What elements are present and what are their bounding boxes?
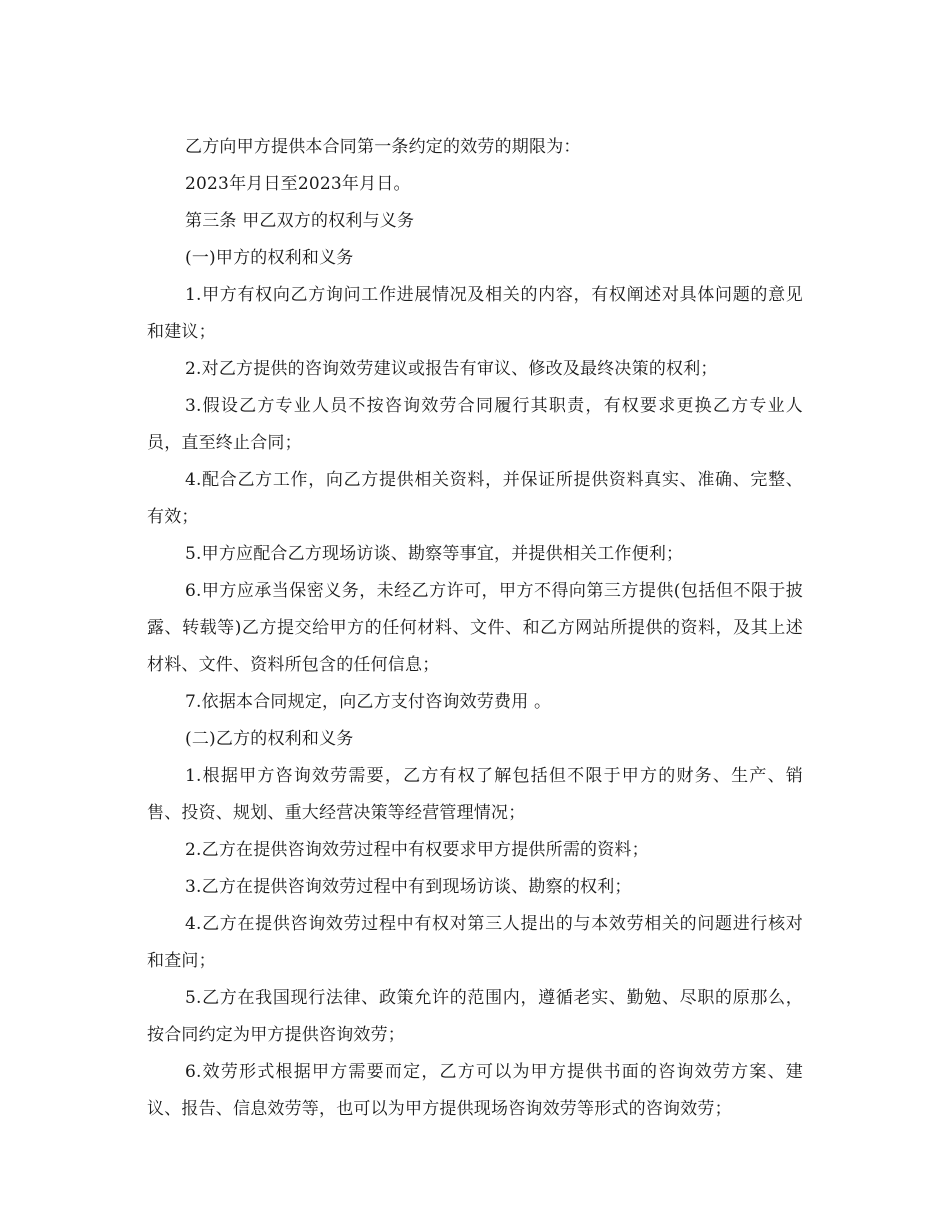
subsection-heading-party-b: (二)乙方的权利和义务	[185, 729, 354, 749]
party-b-clause-3: 3.乙方在提供咨询效劳过程中有到现场访谈、勘察的权利；	[185, 877, 632, 897]
party-b-clause-1: 1.根据甲方咨询效劳需要，乙方有权了解包括但不限于甲方的财务、生产、销售、投资、规划、重大经营决策等经营管理情况；	[147, 766, 803, 823]
party-b-clause-6: 6.效劳形式根据甲方需要而定，乙方可以为甲方提供书面的咨询效劳方案、建议、报告、信息效劳等，也可以为甲方提供现场咨询效劳等形式的咨询效劳；	[147, 1062, 803, 1119]
party-a-clause-6: 6.甲方应承当保密义务，未经乙方许可，甲方不得向第三方提供(包括但不限于披露、转载等)乙方提交给甲方的任何材料、文件、和乙方网站所提供的资料，及其上述材料、文件、资料所包含的任何信息；	[147, 581, 803, 675]
section-heading-article-3: 第三条 甲乙双方的权利与义务	[185, 211, 415, 231]
party-a-clause-7: 7.依据本合同规定，向乙方支付咨询效劳费用 。	[185, 692, 552, 712]
party-b-clause-4: 4.乙方在提供咨询效劳过程中有权对第三人提出的与本效劳相关的问题进行核对和查问；	[147, 914, 803, 971]
paragraph-service-period-dates: 2023年月日至2023年月日。	[185, 174, 411, 194]
party-b-clause-2: 2.乙方在提供咨询效劳过程中有权要求甲方提供所需的资料；	[185, 840, 649, 860]
party-a-clause-5: 5.甲方应配合乙方现场访谈、勘察等事宜，并提供相关工作便利；	[185, 544, 684, 564]
party-b-clause-5: 5.乙方在我国现行法律、政策允许的范围内，遵循老实、勤勉、尽职的原那么，按合同约定为甲方提供咨询效劳；	[147, 988, 803, 1045]
party-a-clause-1: 1.甲方有权向乙方询问工作进展情况及相关的内容，有权阐述对具体问题的意见和建议；	[147, 285, 803, 342]
subsection-heading-party-a: (一)甲方的权利和义务	[185, 248, 354, 268]
party-a-clause-4: 4.配合乙方工作，向乙方提供相关资料，并保证所提供资料真实、准确、完整、有效；	[147, 470, 803, 527]
document-body	[147, 129, 803, 1128]
party-a-clause-2: 2.对乙方提供的咨询效劳建议或报告有审议、修改及最终决策的权利；	[185, 359, 718, 379]
party-a-clause-3: 3.假设乙方专业人员不按咨询效劳合同履行其职责，有权要求更换乙方专业人员，直至终止合同；	[147, 396, 803, 453]
paragraph-service-period-intro: 乙方向甲方提供本合同第一条约定的效劳的期限为：	[185, 137, 581, 157]
